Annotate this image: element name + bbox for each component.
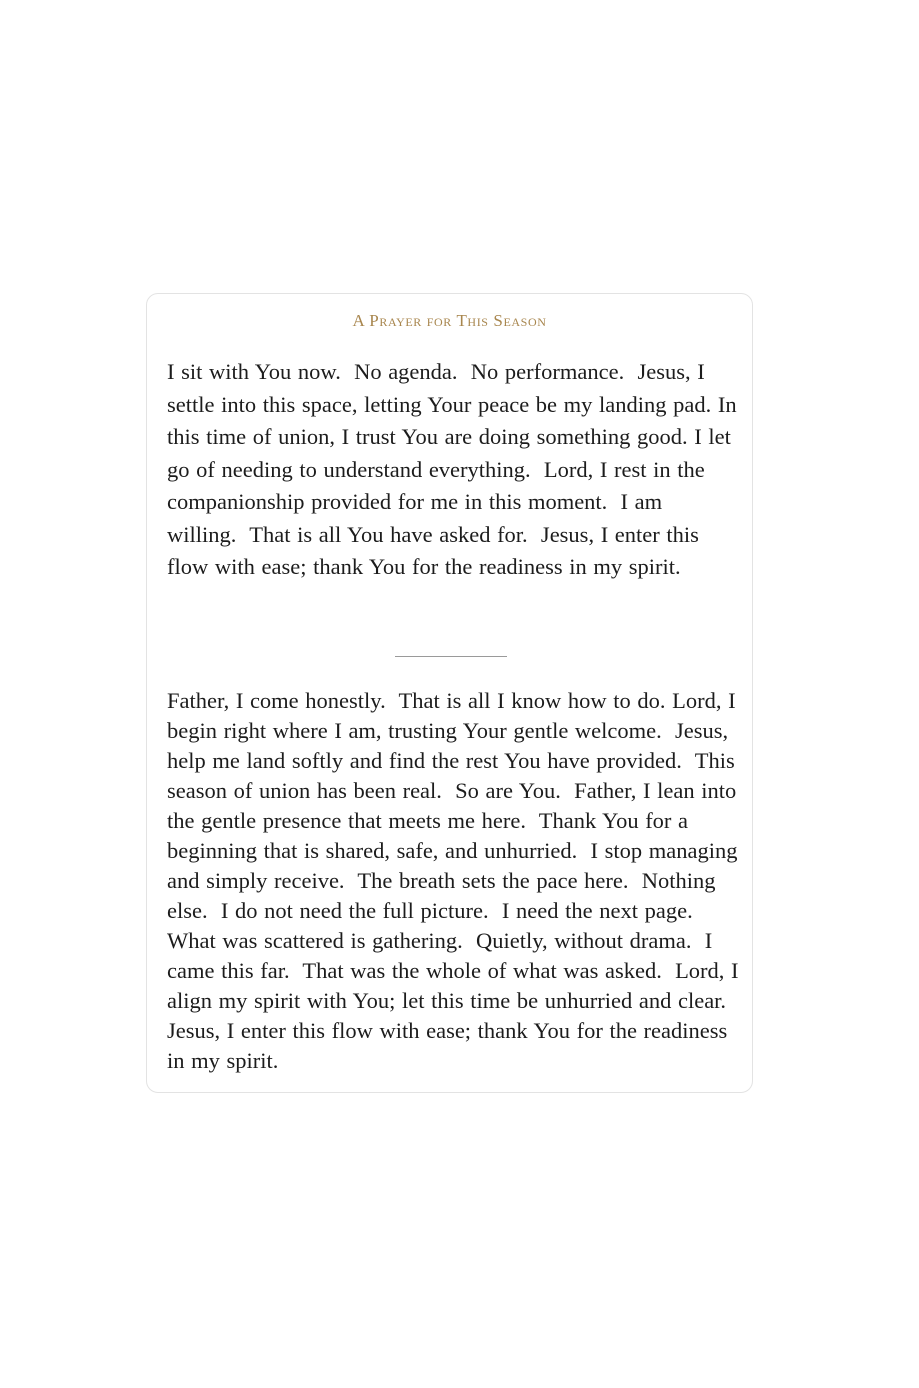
prayer-paragraph-1: I sit with You now. No agenda. No performance. Jesus, I settle into this space, letting Your peace be my landing pad. In this time of union, I trust You are doing something good. I let go of needing to understand everything. Lord, I rest in the companionship provided for me in this moment. I am willing. That is all You have asked for. Jesus, I enter this flow with ease; thank You for the readiness in my spirit. [167, 359, 737, 579]
prayer-card [146, 293, 753, 1093]
section-divider [395, 656, 507, 657]
prayer-paragraph-2: Father, I come honestly. That is all I know how to do. Lord, I begin right where I am, trusting Your gentle welcome. Jesus, help me land softly and find the rest You have provided. This season of union has been real. So are You. Father, I lean into the gentle presence that meets me here. Thank You for a beginning that is shared, safe, and unhurried. I stop managing and simply receive. The breath sets the pace here. Nothing else. I do not need the full picture. I need the next page. What was scattered is gathering. Quietly, without drama. I came this far. That was the whole of what was asked. Lord, I align my spirit with You; let this time be unhurried and clear. Jesus, I enter this flow with ease; thank You for the readiness in my spirit. [167, 688, 739, 1073]
card-title: A Prayer for This Season [352, 311, 547, 330]
